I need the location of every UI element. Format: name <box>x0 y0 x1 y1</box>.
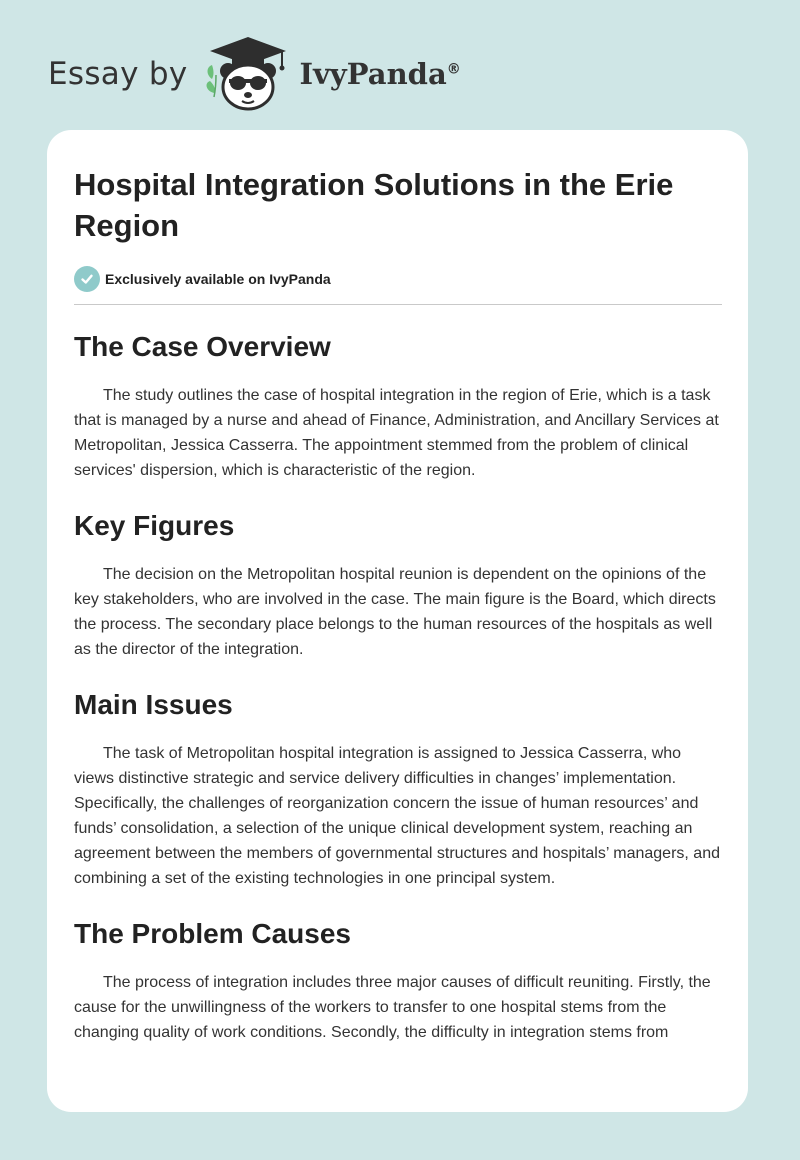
section-paragraph: The task of Metropolitan hospital integration is assigned to Jessica Casserra, who views distinctive strategic and service delivery difficulties in changes’ implementation. Specifically, the challenges of reorganization concern the issue of human resources’ and funds’ consolidation, a selection of the unique clinical development system, reaching an agreement between the members of governmental structures and hospitals’ managers, and combining a set of the existing technologies in one principal system. <box>74 745 720 887</box>
section-heading: The Case Overview <box>74 331 331 362</box>
badge-text: Exclusively available on IvyPanda <box>105 271 331 287</box>
section-paragraph: The process of integration includes three major causes of difficult reuniting. Firstly, the cause for the unwillingness of the workers to transfer to one hospital stems from the changing quality of work conditions. Secondly, the difficulty in integration stems from <box>74 974 711 1041</box>
exclusive-badge <box>74 266 722 292</box>
page-title: Hospital Integration Solutions in the Erie Region <box>74 167 674 243</box>
section-heading: Main Issues <box>74 689 233 720</box>
check-mark-icon <box>80 272 94 286</box>
essay-card <box>47 130 748 1112</box>
section-key-figures <box>74 509 722 662</box>
section-heading: The Problem Causes <box>74 918 351 949</box>
brand-name: IvyPanda® <box>299 57 461 91</box>
section-paragraph: The decision on the Metropolitan hospital reunion is dependent on the opinions of the key stakeholders, who are involved in the case. The main figure is the Board, which directs the process. The secondary place belongs to the human resources of the hospitals as well as the director of the integration. <box>74 566 716 658</box>
section-main-issues <box>74 688 722 891</box>
panda-logo-icon <box>202 35 294 113</box>
brand-prefix: Essay by <box>48 56 188 92</box>
check-circle-icon <box>74 266 100 292</box>
section-heading: Key Figures <box>74 510 235 541</box>
section-case-overview <box>74 330 722 483</box>
section-paragraph: The study outlines the case of hospital integration in the region of Erie, which is a task that is managed by a nurse and ahead of Finance, Administration, and Ancillary Services at Metropolitan, Jessica Casserra. The appointment stemmed from the problem of clinical services' dispersion, which is characteristic of the region. <box>74 387 719 479</box>
brand-header[interactable] <box>48 34 461 114</box>
registered-mark: ® <box>446 61 461 78</box>
section-problem-causes <box>74 917 722 1045</box>
title-divider <box>74 304 722 305</box>
